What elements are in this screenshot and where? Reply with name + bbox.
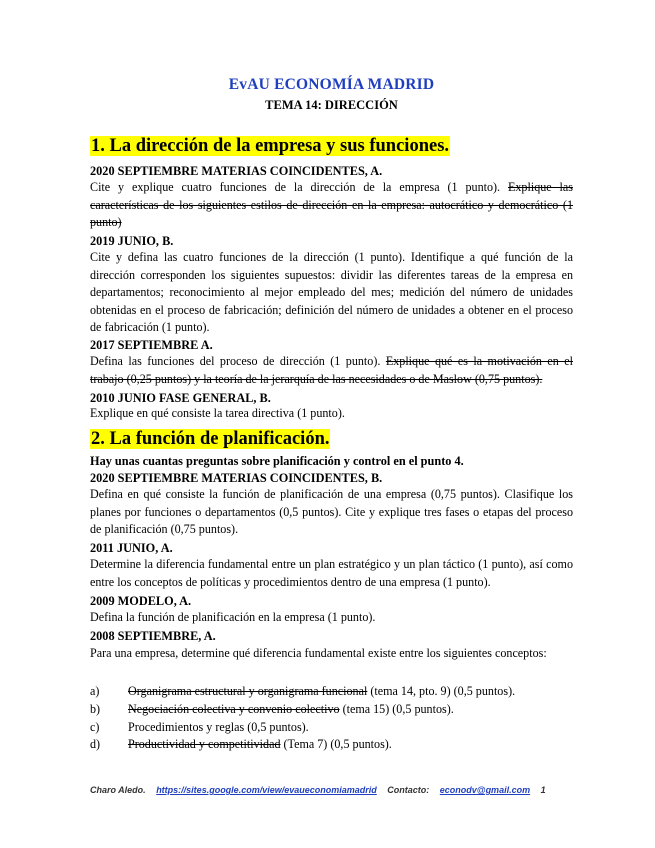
footer-email-link[interactable]: econodv@gmail.com [439, 785, 531, 795]
s2-note: Hay unas cuantas preguntas sobre planificación y control en el punto 4. [90, 454, 464, 468]
concept-list [90, 683, 573, 754]
list-item: a) Organigrama estructural y organigrama funcional (tema 14, pto. 9) (0,5 puntos). [90, 684, 516, 698]
s1-question-3-struck: Explique qué es la motivación en el trabajo (0,25 puntos) y la teoría de la jerarquía de las necesidades o de Maslow (0,75 puntos). [90, 354, 573, 386]
footer-contact-label: Contacto: [387, 785, 430, 795]
s2-question-2-heading: 2011 JUNIO, A. [90, 541, 173, 555]
s2-question-1-text: Defina en qué consiste la función de planificación de una empresa (0,75 puntos). Clasifique los planes por funciones o departamentos (0,5 puntos). Cite y explique tres fases o etapas del proceso de planificación (0,75 puntos). [90, 487, 573, 537]
s1-question-1-struck: Explique las características de los siguientes estilos de dirección en la empresa: autocrático y democrático (1 punto) [90, 180, 573, 230]
s2-question-3-heading: 2009 MODELO, A. [90, 594, 192, 608]
list-item: b) Negociación colectiva y convenio colectivo (tema 15) (0,5 puntos). [90, 701, 454, 716]
s2-question-3-text: Defina la función de planificación en la empresa (1 punto). [90, 610, 376, 624]
list-item: c) Procedimientos y reglas (0,5 puntos). [90, 719, 309, 734]
section-1-heading: 1. La dirección de la empresa y sus funciones. [91, 136, 450, 156]
list-item: d) Productividad y competitividad (Tema 7) (0,5 puntos). [90, 737, 392, 752]
page-number: 1 [540, 785, 546, 795]
footer-site-link[interactable]: https://sites.google.com/view/evaueconomiamadrid [156, 785, 377, 795]
s2-question-1-heading: 2020 SEPTIEMBRE MATERIAS COINCIDENTES, B. [90, 471, 383, 485]
s1-question-3-text: Defina las funciones del proceso de dirección (1 punto). Explique qué es la motivación en el trabajo (0,25 puntos) y la teoría de la jerarquía de las necesidades o de Maslow (0,75 puntos). [90, 354, 573, 386]
s2-question-4-heading: 2008 SEPTIEMBRE, A. [90, 629, 216, 643]
s1-question-1-text: Cite y explique cuatro funciones de la dirección de la empresa (1 punto). Explique las características de los siguientes estilos de dirección en la empresa: autocrático y democrático (1 punto) [90, 180, 573, 230]
s2-question-4-text: Para una empresa, determine qué diferencia fundamental existe entre los siguientes conceptos: [90, 646, 547, 660]
s1-question-4-heading: 2010 JUNIO FASE GENERAL, B. [90, 391, 271, 405]
document-subtitle: TEMA 14: DIRECCIÓN [265, 98, 398, 112]
s1-question-3-heading: 2017 SEPTIEMBRE A. [90, 338, 213, 352]
document-title: EvAU ECONOMÍA MADRID [228, 76, 435, 93]
s1-question-2-text: Cite y defina las cuatro funciones de la dirección (1 punto). Identifique a qué función de la dirección corresponden los siguientes supuestos: dividir las diferentes tareas de la empresa en departamentos; reconocimiento al mejor empleado del mes; medición del número de unidades obtenidas en el proceso de fabricación; definición del número de unidades a obtener en el proceso de fabricación (1 punto). [90, 250, 573, 335]
footer-author: Charo Aledo. [90, 785, 146, 795]
s1-question-2-heading: 2019 JUNIO, B. [90, 234, 174, 248]
page-footer [90, 785, 573, 795]
s1-question-1-heading: 2020 SEPTIEMBRE MATERIAS COINCIDENTES, A. [90, 164, 383, 178]
section-2-heading: 2. La función de planificación. [91, 429, 330, 449]
s1-question-4-text: Explique en qué consiste la tarea directiva (1 punto). [90, 406, 345, 420]
s2-question-2-text: Determine la diferencia fundamental entre un plan estratégico y un plan táctico (1 punto), así como entre los conceptos de políticas y procedimientos dentro de una empresa (1 punto). [90, 557, 573, 589]
